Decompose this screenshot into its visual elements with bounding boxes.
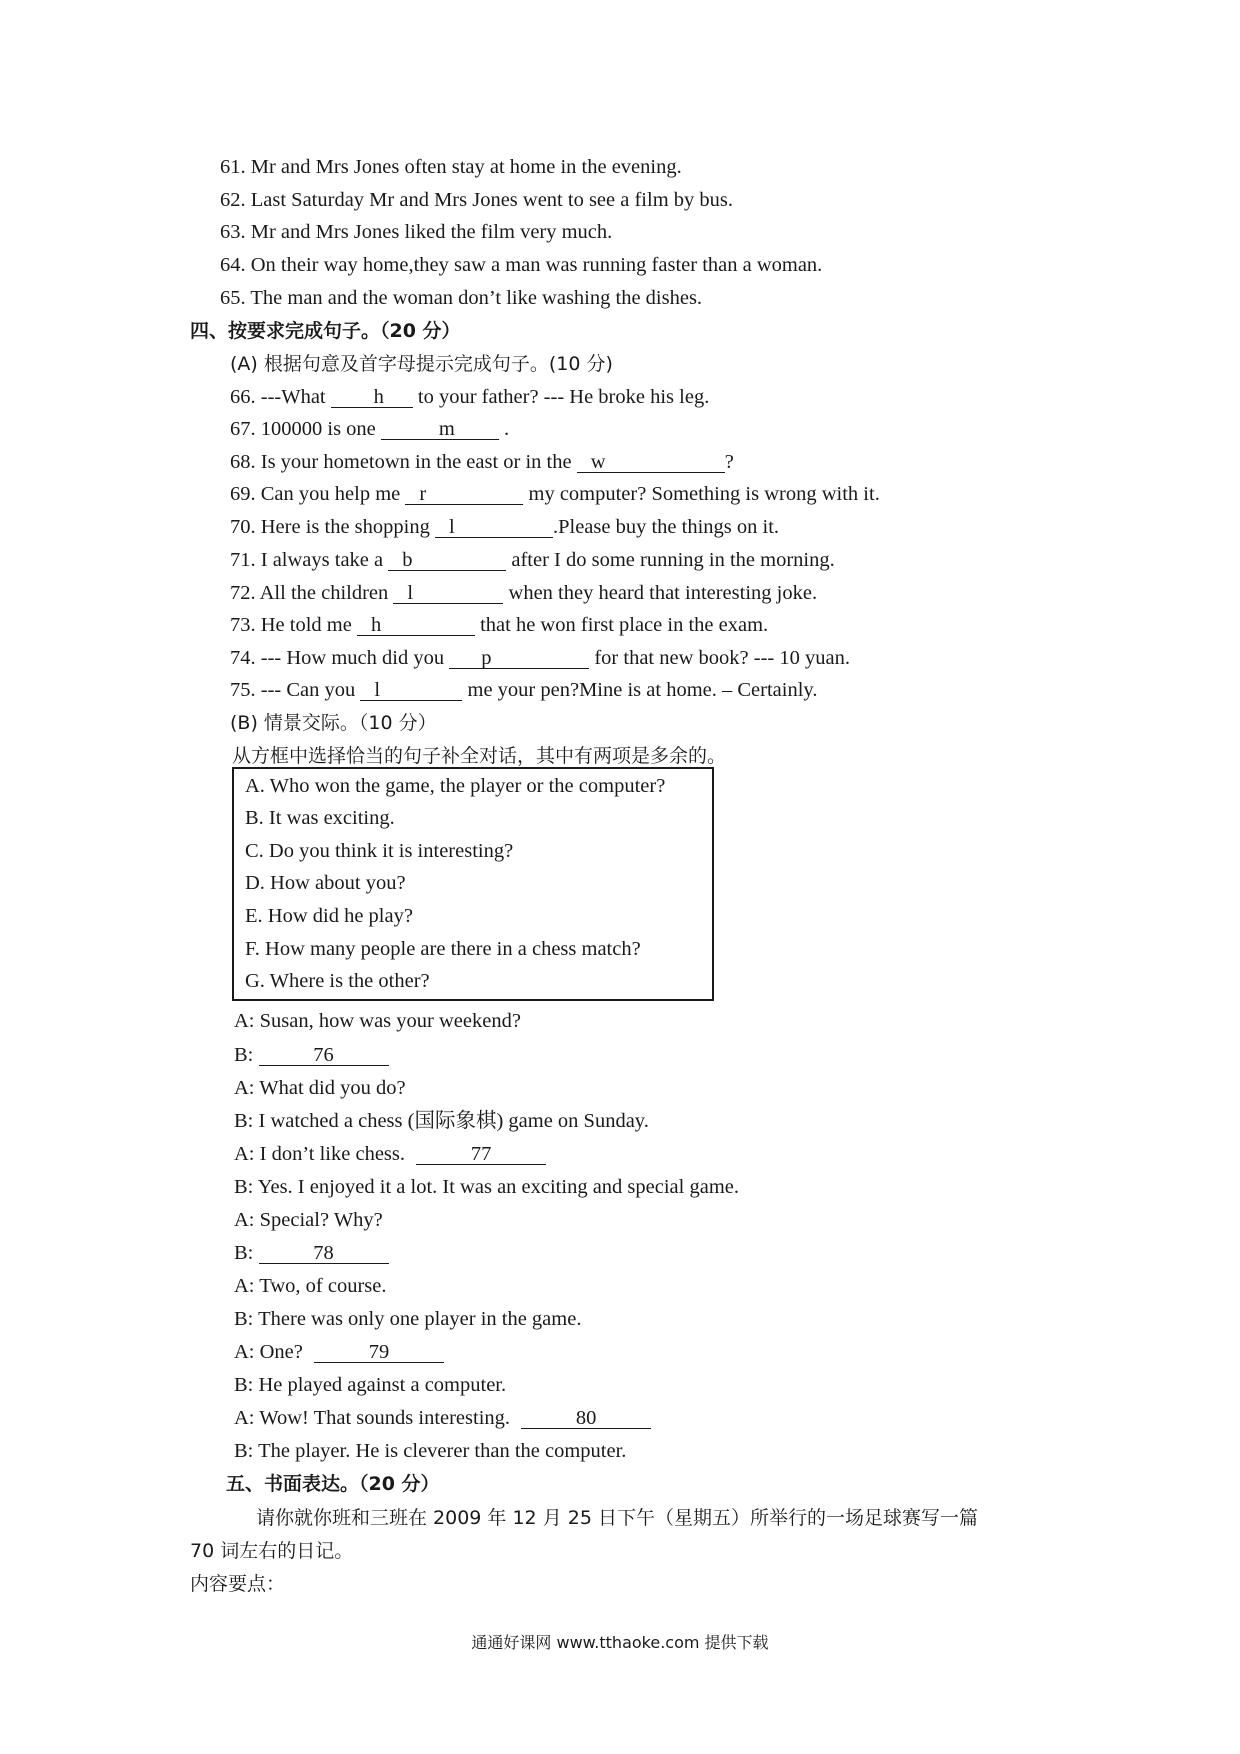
answer-blank[interactable] bbox=[449, 648, 589, 669]
question-text: my computer? Something is wrong with it. bbox=[528, 483, 880, 505]
blank-number: 79 bbox=[368, 1341, 390, 1363]
dialogue-line bbox=[234, 1339, 444, 1365]
first-letter-hint: l bbox=[374, 679, 381, 701]
dialogue-line: A: Susan, how was your weekend? bbox=[234, 1010, 521, 1032]
first-letter-hint: m bbox=[438, 418, 455, 440]
answer-blank[interactable] bbox=[388, 550, 506, 571]
dialogue-blank-79[interactable] bbox=[314, 1342, 444, 1363]
statement-64: 64. On their way home,they saw a man was running faster than a woman. bbox=[220, 254, 823, 276]
question-69 bbox=[230, 481, 880, 507]
question-text: when they heard that interesting joke. bbox=[508, 582, 818, 604]
question-text: to your father? --- He broke his leg. bbox=[417, 386, 710, 408]
answer-blank[interactable] bbox=[360, 680, 462, 701]
dialogue-text: A: I don’t like chess. bbox=[234, 1143, 405, 1165]
statement-61: 61. Mr and Mrs Jones often stay at home in the evening. bbox=[220, 156, 682, 178]
writing-prompt-line-2: 70 词左右的日记。 bbox=[190, 1540, 354, 1562]
first-letter-hint: w bbox=[590, 451, 606, 473]
answer-blank[interactable] bbox=[405, 484, 523, 505]
blank-number: 80 bbox=[575, 1407, 597, 1429]
first-letter-hint: l bbox=[407, 582, 414, 604]
answer-blank[interactable] bbox=[331, 387, 413, 408]
dialogue-text: A: One? bbox=[234, 1341, 303, 1363]
question-75 bbox=[230, 677, 817, 703]
dialogue-line: B: The player. He is cleverer than the computer. bbox=[234, 1440, 627, 1462]
answer-blank[interactable] bbox=[381, 419, 499, 440]
dialogue-blank-77[interactable] bbox=[416, 1144, 546, 1165]
writing-prompt-line-1: 请你就你班和三班在 2009 年 12 月 25 日下午（星期五）所举行的一场足球赛写一篇 bbox=[256, 1507, 978, 1529]
question-text: .Please buy the things on it. bbox=[552, 516, 780, 538]
dialogue-line: B: Yes. I enjoyed it a lot. It was an exciting and special game. bbox=[234, 1176, 739, 1198]
first-letter-hint: h bbox=[370, 614, 382, 636]
statement-63: 63. Mr and Mrs Jones liked the film very much. bbox=[220, 221, 613, 243]
dialogue-line: A: What did you do? bbox=[234, 1077, 406, 1099]
question-text: me your pen?Mine is at home. – Certainly. bbox=[467, 679, 818, 701]
dialogue-line bbox=[234, 1405, 651, 1431]
question-71 bbox=[230, 547, 835, 573]
part-b-title: (B) 情景交际。（10 分） bbox=[230, 712, 437, 734]
question-text: 66. ---What bbox=[230, 386, 326, 408]
option-c: C. Do you think it is interesting? bbox=[245, 840, 514, 862]
first-letter-hint: b bbox=[402, 549, 413, 571]
blank-number: 78 bbox=[313, 1242, 334, 1264]
question-text: 68. Is your hometown in the east or in the bbox=[230, 451, 572, 473]
question-68 bbox=[230, 449, 734, 475]
dialogue-line bbox=[234, 1240, 389, 1266]
answer-blank[interactable] bbox=[357, 615, 475, 636]
question-text: 74. --- How much did you bbox=[230, 647, 445, 669]
question-73 bbox=[230, 612, 768, 638]
question-text: that he won first place in the exam. bbox=[480, 614, 769, 636]
dialogue-blank-76[interactable] bbox=[259, 1045, 389, 1066]
question-text: 70. Here is the shopping bbox=[230, 516, 430, 538]
dialogue-line: B: He played against a computer. bbox=[234, 1374, 507, 1396]
statement-62: 62. Last Saturday Mr and Mrs Jones went to see a film by bus. bbox=[220, 189, 733, 211]
question-text: after I do some running in the morning. bbox=[511, 549, 835, 571]
dialogue-line: A: Two, of course. bbox=[234, 1275, 387, 1297]
dialogue-blank-78[interactable] bbox=[259, 1243, 389, 1264]
first-letter-hint: p bbox=[481, 647, 492, 669]
question-67 bbox=[230, 416, 509, 442]
statement-65: 65. The man and the woman don’t like washing the dishes. bbox=[220, 287, 703, 309]
content-points-label: 内容要点： bbox=[190, 1573, 286, 1595]
dialogue-line bbox=[234, 1042, 389, 1068]
question-74 bbox=[230, 645, 850, 671]
blank-number: 76 bbox=[313, 1044, 334, 1066]
options-box bbox=[232, 767, 714, 1001]
page-footer: 通通好课网 www.tthaoke.com 提供下载 bbox=[471, 1633, 769, 1652]
first-letter-hint: l bbox=[448, 516, 455, 538]
question-72 bbox=[230, 580, 817, 606]
option-a: A. Who won the game, the player or the computer? bbox=[245, 775, 666, 797]
section-5-heading: 五、书面表达。（20 分） bbox=[226, 1473, 440, 1495]
question-66 bbox=[230, 384, 709, 410]
option-b: B. It was exciting. bbox=[245, 807, 395, 829]
answer-blank[interactable] bbox=[393, 583, 503, 604]
dialogue-line: B: There was only one player in the game. bbox=[234, 1308, 582, 1330]
question-text: 67. 100000 is one bbox=[230, 418, 376, 440]
question-text: ? bbox=[724, 451, 734, 473]
dialogue-line bbox=[234, 1141, 546, 1167]
dialogue-blank-80[interactable] bbox=[521, 1408, 651, 1429]
question-text: 72. All the children bbox=[230, 582, 389, 604]
dialogue-speaker: B: bbox=[234, 1044, 254, 1066]
answer-blank[interactable] bbox=[435, 517, 553, 538]
option-d: D. How about you? bbox=[245, 872, 406, 894]
question-text: 75. --- Can you bbox=[230, 679, 356, 701]
dialogue-text: A: Wow! That sounds interesting. bbox=[234, 1407, 511, 1429]
blank-number: 77 bbox=[470, 1143, 492, 1165]
question-text: . bbox=[504, 418, 510, 440]
option-e: E. How did he play? bbox=[245, 905, 413, 927]
part-b-instruction: 从方框中选择恰当的句子补全对话，其中有两项是多余的。 bbox=[232, 745, 727, 767]
question-text: 71. I always take a bbox=[230, 549, 384, 571]
first-letter-hint: r bbox=[419, 483, 427, 505]
question-70 bbox=[230, 514, 779, 540]
section-4-heading: 四、按要求完成句子。（20 分） bbox=[190, 320, 461, 342]
dialogue-line: A: Special? Why? bbox=[234, 1209, 383, 1231]
option-g: G. Where is the other? bbox=[245, 970, 430, 992]
question-text: 73. He told me bbox=[230, 614, 352, 636]
dialogue-speaker: B: bbox=[234, 1242, 254, 1264]
first-letter-hint: h bbox=[373, 386, 384, 408]
part-a-title: (A) 根据句意及首字母提示完成句子。(10 分) bbox=[230, 353, 613, 375]
dialogue-line: B: I watched a chess (国际象棋) game on Sunday. bbox=[234, 1110, 649, 1132]
option-f: F. How many people are there in a chess match? bbox=[245, 938, 641, 960]
answer-blank[interactable] bbox=[577, 452, 725, 473]
question-text: 69. Can you help me bbox=[230, 483, 401, 505]
question-text: for that new book? --- 10 yuan. bbox=[594, 647, 850, 669]
